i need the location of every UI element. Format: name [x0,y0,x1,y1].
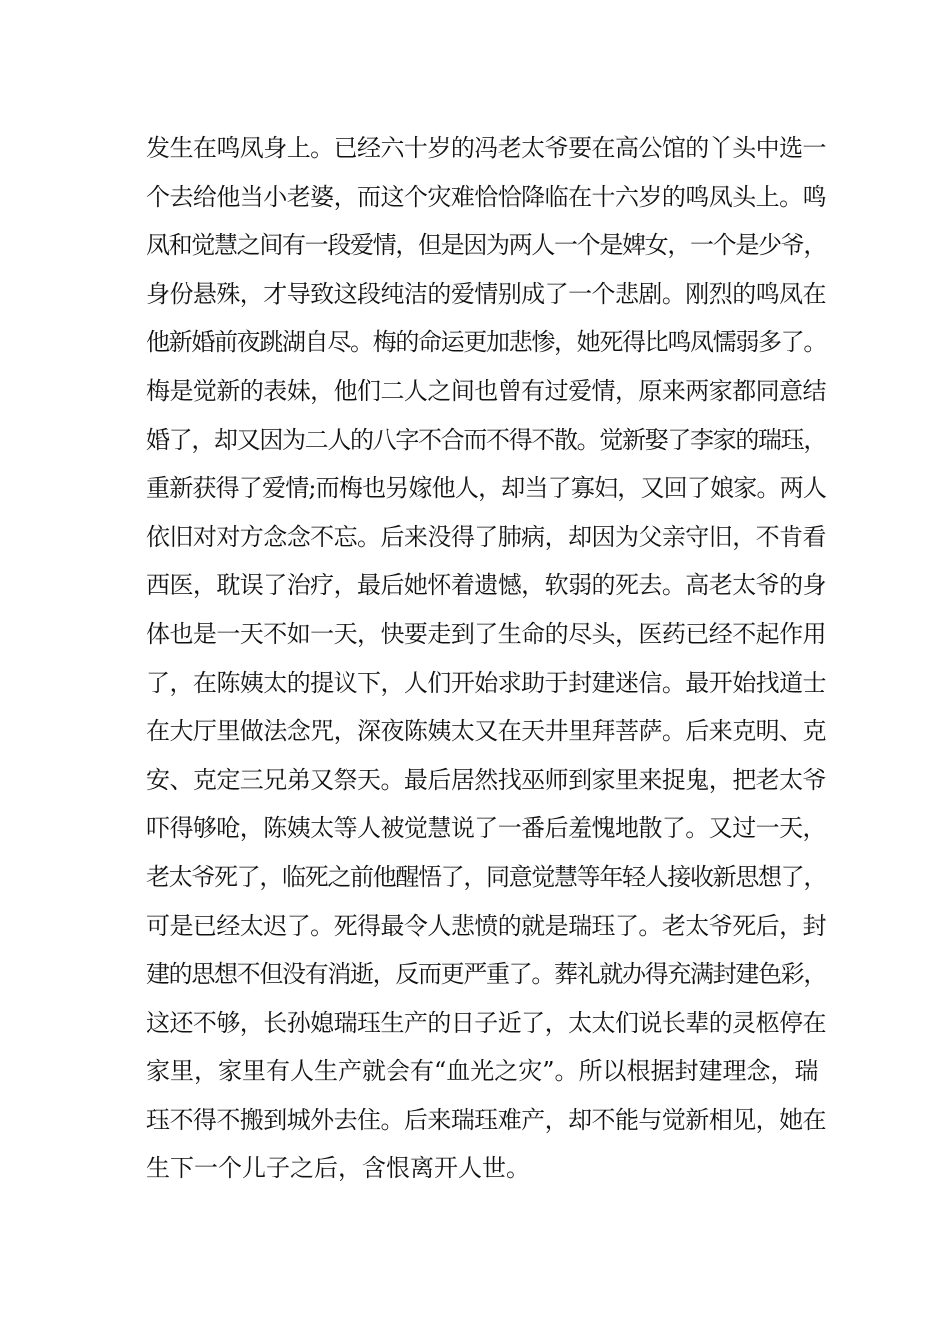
text-line: 重新获得了爱情;而梅也另嫁他人，却当了寡妇，又回了娘家。两人 [146,474,827,503]
text-line: 梅是觉新的表妹，他们二人之间也曾有过爱情，原来两家都同意结 [146,376,826,405]
text-line: 这还不够，长孙媳瑞珏生产的日子近了，太太们说长辈的灵柩停在 [146,1008,826,1037]
text-line: 他新婚前夜跳湖自尽。梅的命运更加悲惨，她死得比鸣凤懦弱多了。 [146,328,827,357]
text-line: 安、克定三兄弟又祭天。最后居然找巫师到家里来捉鬼，把老太爷 [146,765,826,794]
text-line: 珏不得不搬到城外去住。后来瑞珏难产，却不能与觉新相见，她在 [146,1105,826,1134]
text-line: 婚了，却又因为二人的八字不合而不得不散。觉新娶了李家的瑞珏， [146,425,827,454]
body-text [146,124,826,1193]
text-line: 老太爷死了，临死之前他醒悟了，同意觉慧等年轻人接收新思想了， [146,862,827,891]
text-line: 体也是一天不如一天，快要走到了生命的尽头，医药已经不起作用 [146,619,826,648]
text-line: 凤和觉慧之间有一段爱情，但是因为两人一个是婢女，一个是少爷， [146,231,827,260]
text-line: 生下一个儿子之后，含恨离开人世。 [146,1154,530,1183]
text-line: 依旧对对方念念不忘。后来没得了肺病，却因为父亲守旧，不肯看 [146,522,826,551]
text-line: 个去给他当小老婆，而这个灾难恰恰降临在十六岁的鸣凤头上。鸣 [146,182,826,211]
text-line: 在大厅里做法念咒，深夜陈姨太又在天井里拜菩萨。后来克明、克 [146,717,826,746]
text-line: 发生在鸣凤身上。已经六十岁的冯老太爷要在高公馆的丫头中选一 [146,134,826,162]
text-line: 建的思想不但没有消逝，反而更严重了。葬礼就办得充满封建色彩， [146,960,827,989]
text-line: 身份悬殊，才导致这段纯洁的爱情别成了一个悲剧。刚烈的鸣凤在 [146,279,826,308]
text-line: 家里，家里有人生产就会有“血光之灾”。所以根据封建理念，瑞 [146,1057,819,1086]
text-line: 西医，耽误了治疗，最后她怀着遗憾，软弱的死去。高老太爷的身 [146,571,826,600]
text-line: 可是已经太迟了。死得最令人悲愤的就是瑞珏了。老太爷死后，封 [146,911,826,940]
text-line: 了，在陈姨太的提议下，人们开始求助于封建迷信。最开始找道士 [146,668,826,697]
text-line: 吓得够呛，陈姨太等人被觉慧说了一番后羞愧地散了。又过一天， [146,814,826,843]
